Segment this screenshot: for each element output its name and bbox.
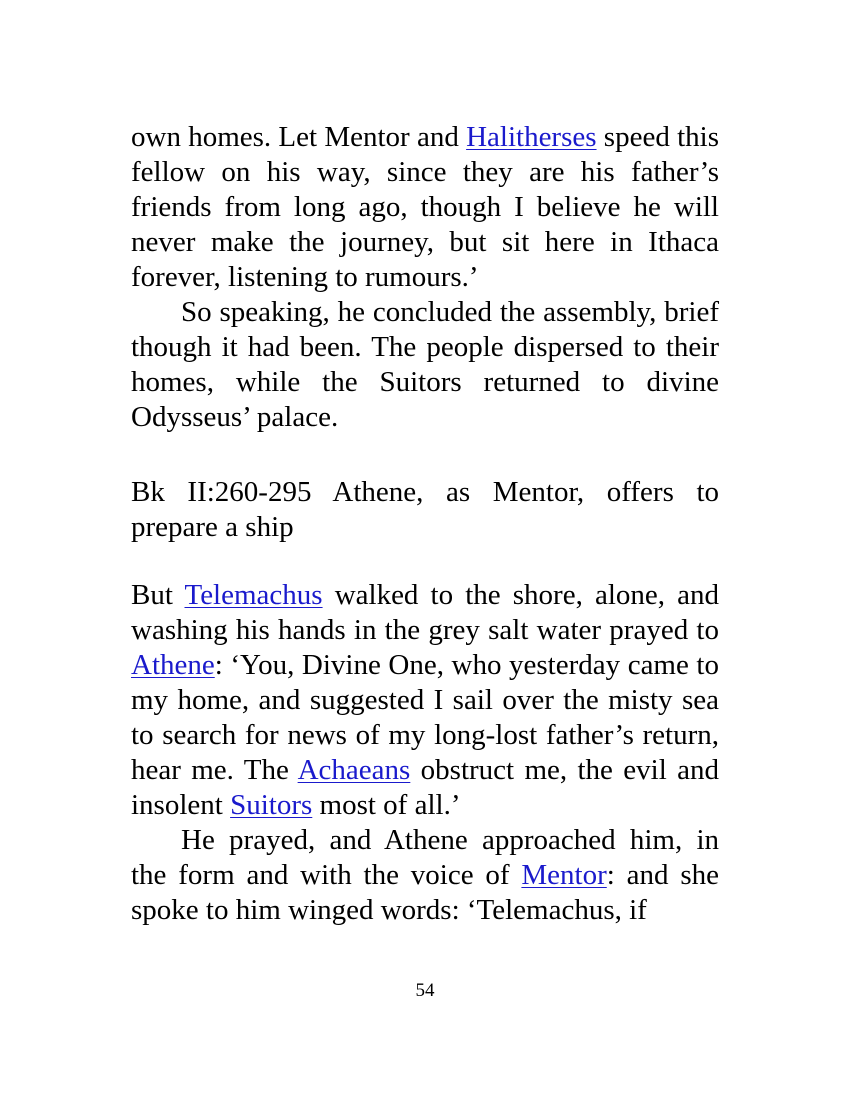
link-achaeans[interactable]: Achaeans [297,754,411,786]
paragraph-text: : ‘You, Divine One, who yesterday came to my home, and suggested I sail over the misty sea to search for news of my long-lost father’s return, hear me. The [131,649,719,786]
text-block-top [131,120,719,435]
paragraph-assembly-concluded: So speaking, he concluded the assembly, brief though it had been. The people dispersed to their homes, while the Suitors returned to divine Odysseus’ palace. [131,296,719,433]
link-suitors[interactable]: Suitors [230,789,313,821]
text-block-bottom [131,578,719,928]
paragraph-text: speed this fellow on his way, since they are his father’s friends from long ago, though I believe he will never make the journey, but sit here in Ithaca forever, listening to rumours.’ [131,121,719,293]
paragraph-text: own homes. Let Mentor and [131,121,467,153]
paragraph-telemachus-prays [131,578,719,823]
link-halitherses[interactable]: Halitherses [466,121,597,153]
paragraph-text: most of all.’ [312,789,461,821]
paragraph-text: He prayed, and Athene approached him, in the form and with the voice of [131,824,719,891]
paragraph-text: But [131,579,185,611]
text-block-heading [131,475,719,545]
paragraph-text: walked to the shore, alone, and washing his hands in the grey salt water prayed to [131,579,719,646]
link-athene[interactable]: Athene [131,649,215,681]
paragraph-athene-approaches [131,823,719,928]
section-heading: Bk II:260-295 Athene, as Mentor, offers to prepare a ship [131,476,719,543]
link-mentor[interactable]: Mentor [521,859,607,891]
page-number: 54 [415,980,435,1001]
paragraph-text: : and she spoke to him winged words: ‘Telemachus, if [131,859,719,926]
paragraph-text: obstruct me, the evil and insolent [131,754,719,821]
paragraph-continuation [131,120,719,295]
link-telemachus[interactable]: Telemachus [184,579,323,611]
